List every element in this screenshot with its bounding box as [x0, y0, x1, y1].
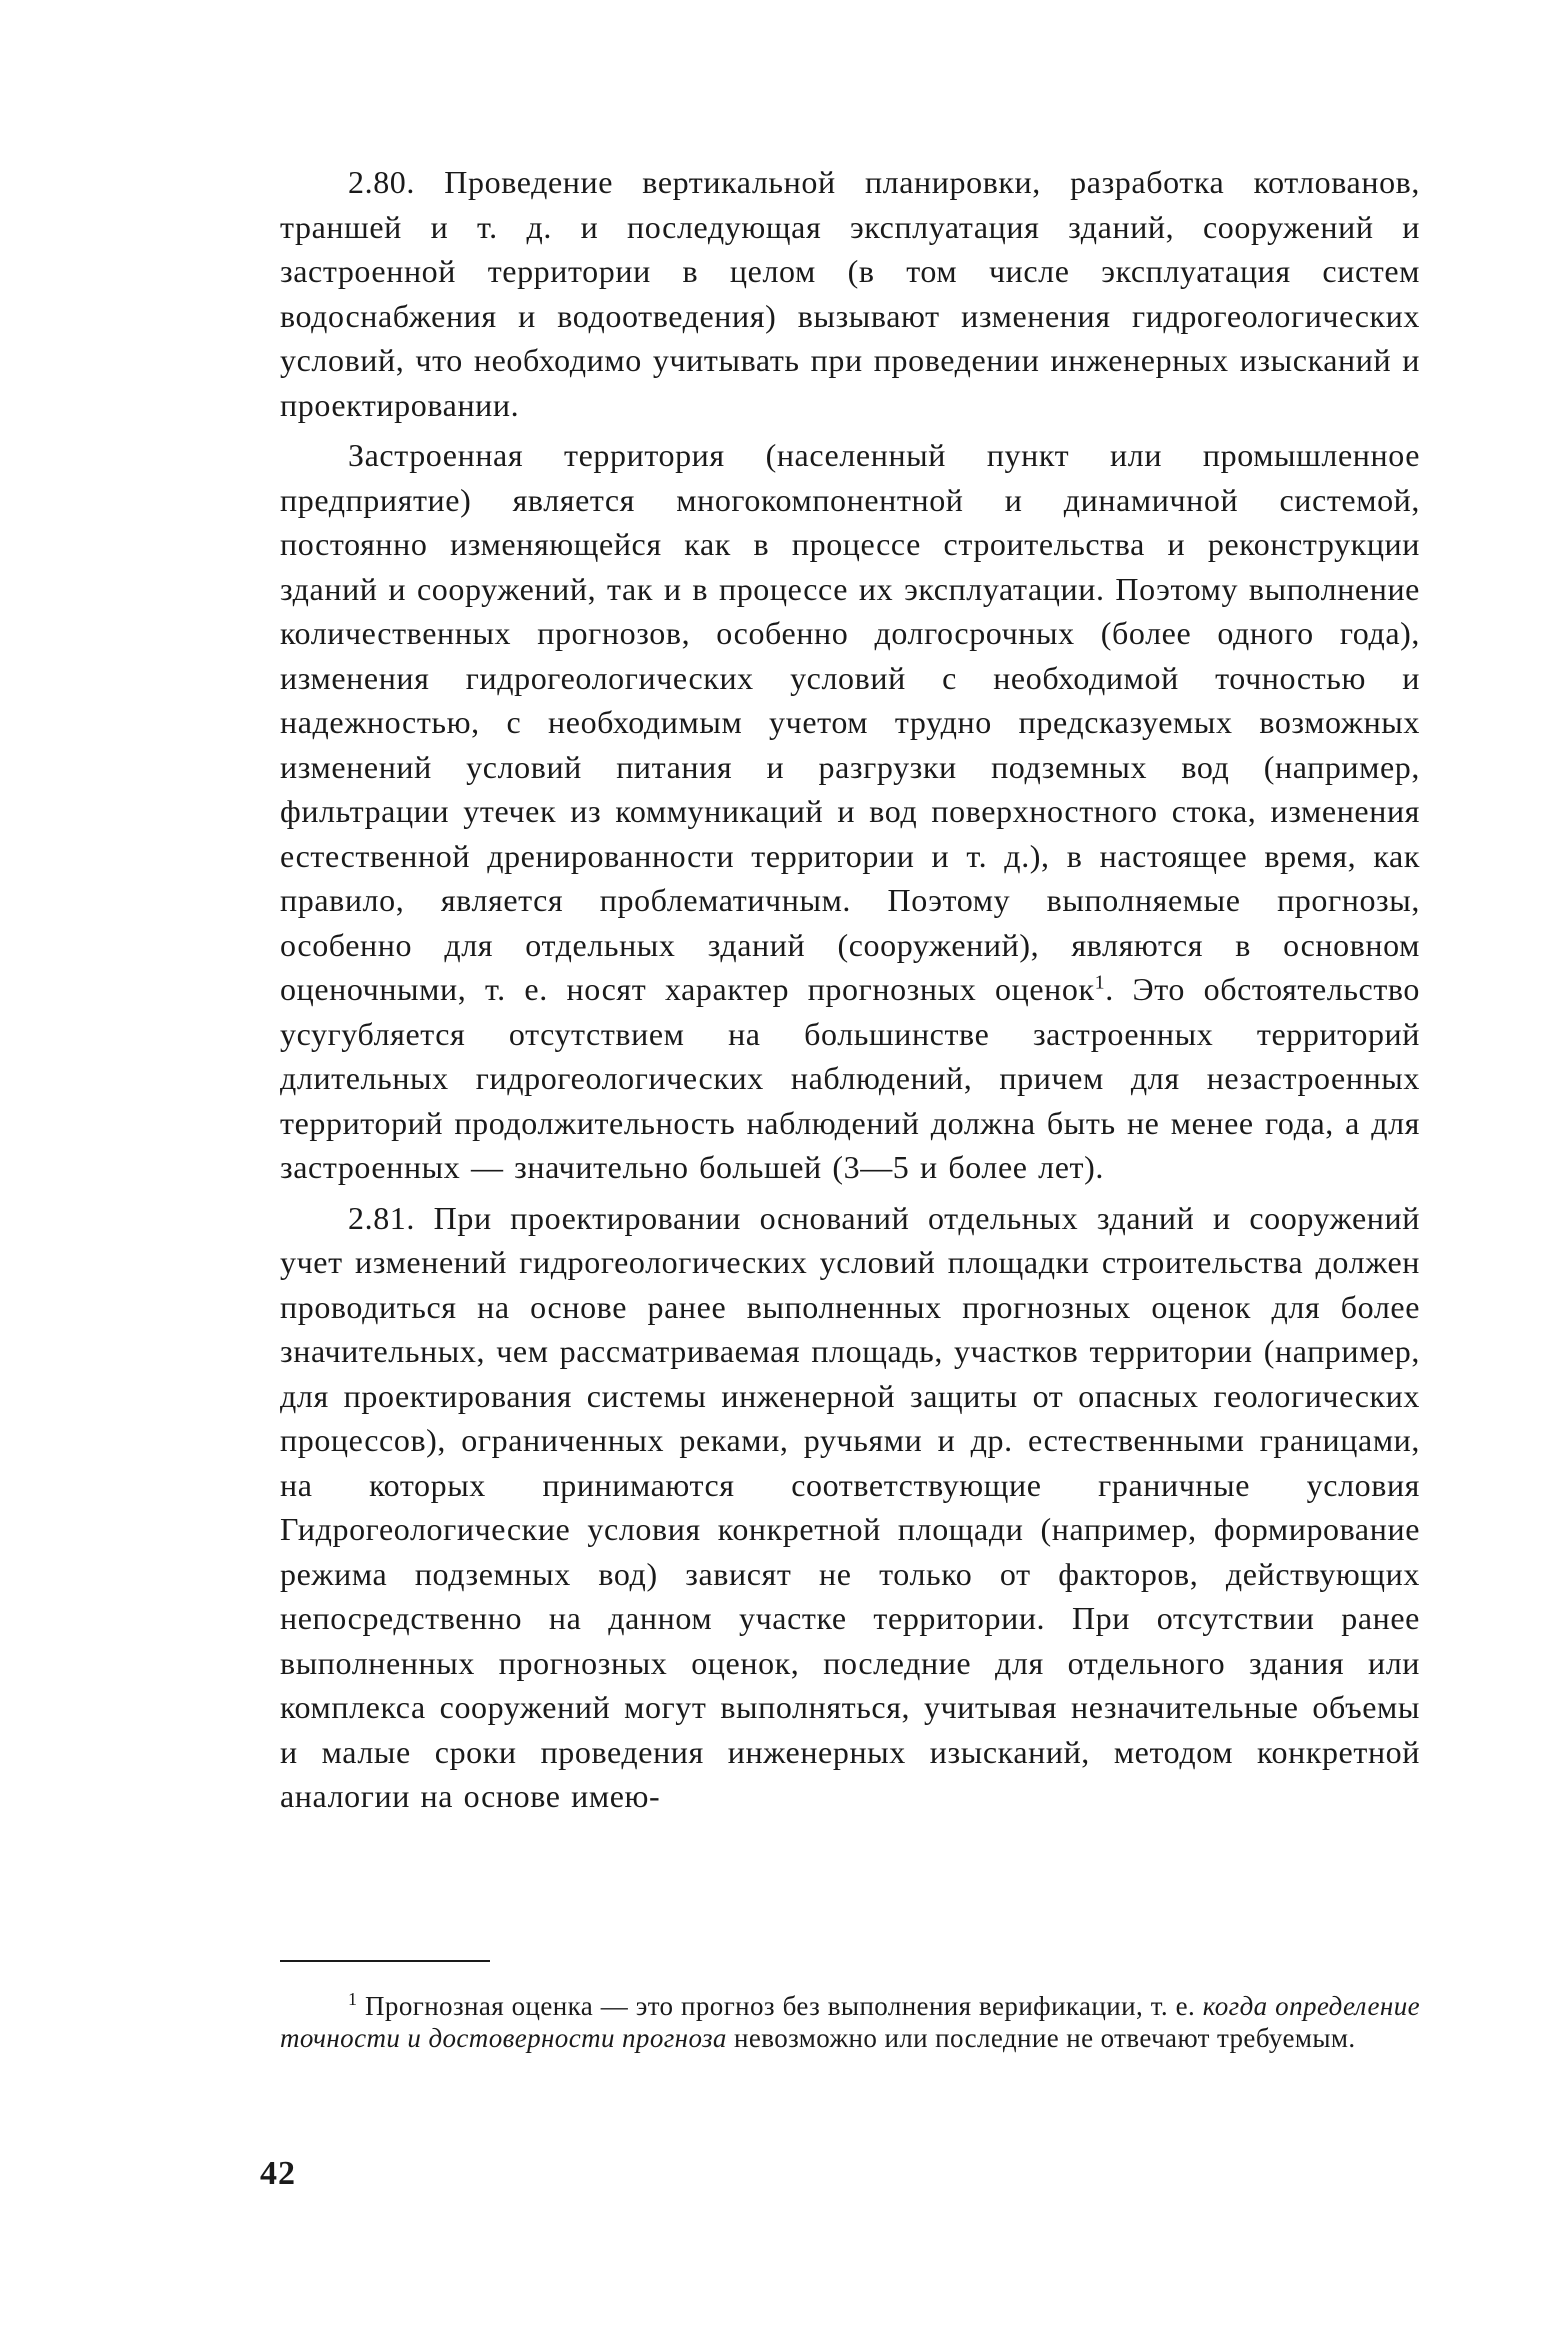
paragraph-text: Застроенная территория (населенный пункт или промышленное предприятие) является многокомпонентной и динамичной системой, постоянно изменяющейся как в процессе строительства и реконструкции зданий и сооружений, так и в процессе их эксплуатации. Поэтому выполнение количественных прогнозов, особенно долгосрочных (более одного года), изменения гидрогеологических условий с необходимой точностью и надежностью, с необходимым учетом трудно предсказуемых возможных изменений условий питания и разгрузки подземных вод (например, фильтрации утечек из коммуникаций и вод поверхностного стока, изменения естественной дренированности территории и т. д.), в настоящее время, как правило, является проблематичным. Поэтому выполняемые прогнозы, особенно для отдельных зданий (сооружений), являются в основном оценочными, т. е. носят характер прогнозных оценок	[280, 437, 1420, 1007]
paragraph-2-80	[280, 160, 1420, 427]
paragraph-text-continued: . Это обстоятельство усугубляется отсутствием на большинстве застроенных территорий длительных гидрогеологических наблюдений, причем для незастроенных территорий продолжительность наблюдений должна быть не менее года, а для застроенных — значительно большей (3—5 и более лет).	[280, 971, 1421, 1185]
footnote-text: Прогнозная оценка — это прогноз без выполнения верификации, т. е.	[365, 1991, 1196, 2021]
page-number: 42	[260, 2155, 296, 2192]
footnote	[280, 1990, 1420, 2054]
paragraph-number: 2.80.	[348, 164, 415, 200]
document-page	[260, 160, 1421, 2280]
footnote-divider	[280, 1960, 490, 1962]
footnote-text-end: невозможно или последние не отвечают требуемым.	[734, 2023, 1356, 2053]
footnote-mark: 1	[348, 1989, 358, 2009]
paragraph-built-territory	[280, 433, 1420, 1190]
footnote-reference[interactable]: 1	[1094, 971, 1106, 994]
paragraph-number: 2.81.	[348, 1199, 415, 1236]
paragraph-2-81	[280, 1196, 1420, 1819]
footnote-italic-text: когда определение точности и достоверности прогноза	[280, 1991, 1420, 2053]
paragraph-text: Проведение вертикальной планировки, разработка котлованов, траншей и т. д. и последующая эксплуатация зданий, сооружений и застроенной территории в целом (в том числе эксплуатация систем водоснабжения и водоотведения) вызывают изменения гидрогеологических условий, что необходимо учитывать при проведении инженерных изысканий и проектировании.	[280, 164, 1420, 423]
paragraph-text: При проектировании оснований отдельных зданий и сооружений учет изменений гидрогеологических условий площадки строительства должен проводиться на основе ранее выполненных прогнозных оценок для более значительных, чем рассматриваемая площадь, участков территории (например, для проектирования системы инженерной защиты от опасных геологических процессов), ограниченных реками, ручьями и др. естественными границами, на которых принимаются соответствующие граничные условия Гидрогеологические условия конкретной площади (например, формирование режима подземных вод) зависят не только от факторов, действующих непосредственно на данном участке территории. При отсутствии ранее выполненных прогнозных оценок, последние для отдельного здания или комплекса сооружений могут выполняться, учитывая незначительные объемы и малые сроки проведения инженерных изысканий, методом конкретной аналогии на основе имею-	[280, 1199, 1420, 1814]
